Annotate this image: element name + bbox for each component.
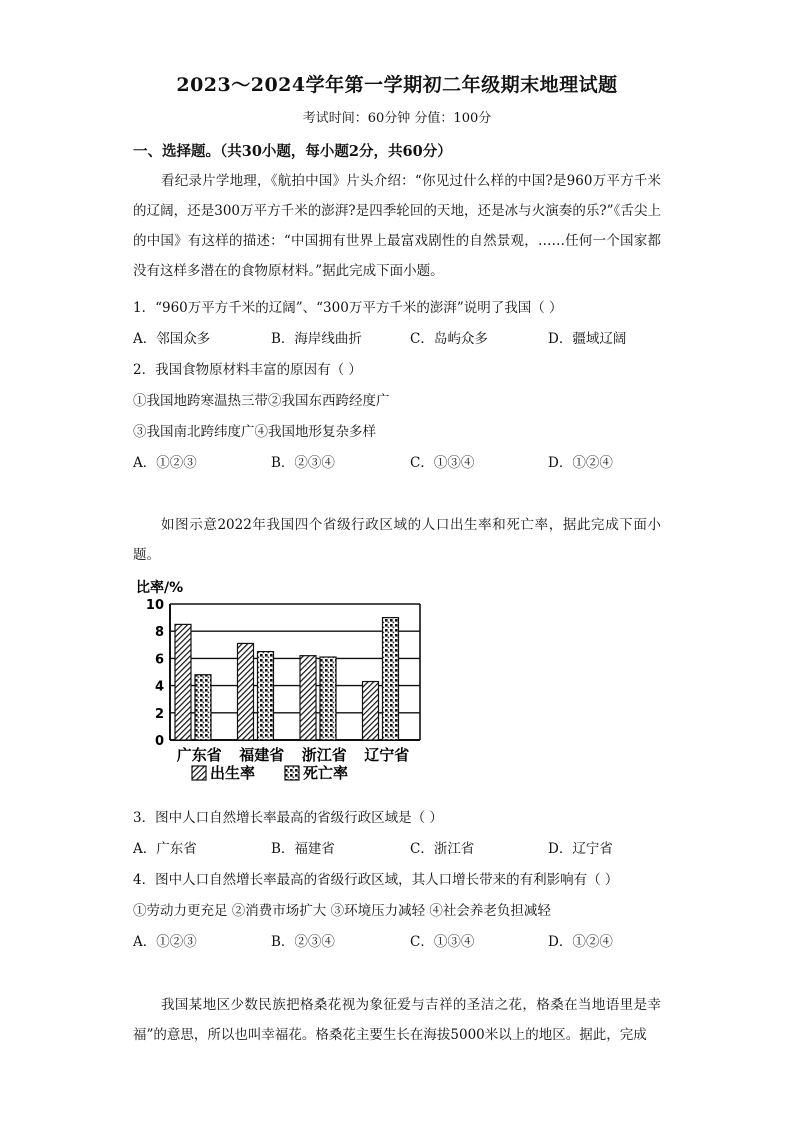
death-rate-bar — [258, 652, 274, 740]
death-rate-bar — [383, 618, 399, 740]
section-heading: 一、选择题。（共30小题，每小题2分，共60分） — [133, 143, 452, 160]
question-2-stem: 2．我国食物原材料丰富的原因有（ ） — [133, 362, 362, 378]
option-d[interactable]: D．辽宁省 — [548, 841, 613, 857]
birth-rate-bar — [300, 656, 316, 740]
option-a[interactable]: A．广东省 — [133, 841, 197, 857]
option-c[interactable]: C．浙江省 — [410, 841, 475, 857]
x-category-label: 福建省 — [239, 746, 285, 764]
death-rate-bar — [195, 675, 211, 740]
question-3-stem: 3．图中人口自然增长率最高的省级行政区域是（ ） — [133, 810, 443, 826]
legend-swatch — [285, 766, 299, 780]
birth-death-rate-chart — [130, 574, 430, 794]
y-tick-label: 4 — [154, 679, 164, 695]
birth-rate-bar — [238, 643, 254, 740]
x-category-label: 辽宁省 — [364, 746, 410, 764]
y-tick-label: 8 — [154, 625, 164, 641]
option-b[interactable]: B．海岸线曲折 — [271, 331, 362, 347]
legend-label: 出生率 — [210, 764, 256, 782]
death-rate-bar — [320, 657, 336, 740]
option-c[interactable]: C．岛屿众多 — [410, 331, 488, 347]
option-b[interactable]: B．②③④ — [271, 455, 335, 471]
legend-swatch — [192, 766, 206, 780]
x-category-label: 广东省 — [176, 746, 222, 764]
exam-info: 考试时间：60分钟 分值：100分 — [302, 111, 492, 126]
passage-3: 我国某地区少数民族把格桑花视为象征爱与吉祥的圣洁之花，格桑在当地语里是幸福”的意思，所以也叫幸福花。格桑花主要生长在海拔5000米以上的地区。据此，完成 — [133, 997, 661, 1043]
option-b[interactable]: B．福建省 — [271, 841, 335, 857]
question-1-stem: 1．“960万平方千米的辽阔”、“300万平方千米的澎湃”说明了我国（ ） — [133, 300, 563, 316]
option-a[interactable]: A．①②③ — [133, 455, 197, 471]
question-4-items: ①劳动力更充足 ②消费市场扩大 ③环境压力减轻 ④社会养老负担减轻 — [133, 903, 551, 919]
option-c[interactable]: C．①③④ — [410, 934, 475, 950]
passage-1: 看纪录片学地理，《航拍中国》片头介绍：“你见过什么样的中国?是960万平方千米的辽阔，还是300万平方千米的澎湃?是四季轮回的天地，还是冰与火演奏的乐?”《舌尖上的中国》有这样的描述：“中国拥有世界上最富戏剧性的自然景观，……任何一个国家都没有这样多潜在的食物原材料。”据此完成下面小题。 — [133, 173, 661, 279]
y-tick-label: 6 — [154, 652, 164, 668]
legend-label: 死亡率 — [303, 764, 349, 782]
birth-rate-bar — [175, 624, 191, 740]
x-category-label: 浙江省 — [301, 746, 347, 764]
option-d[interactable]: D．疆域辽阔 — [548, 331, 627, 347]
option-a[interactable]: A．①②③ — [133, 934, 197, 950]
y-tick-label: 0 — [154, 734, 164, 749]
option-d[interactable]: D．①②④ — [548, 934, 613, 950]
y-tick-label: 2 — [154, 706, 164, 722]
passage-2: 如图示意2022年我国四个省级行政区域的人口出生率和死亡率，据此完成下面小题。 — [133, 517, 661, 563]
question-2-items-1: ①我国地跨寒温热三带②我国东西跨经度广 — [133, 393, 390, 409]
exam-title: 2023～2024学年第一学期初二年级期末地理试题 — [176, 74, 618, 96]
option-a[interactable]: A．邻国众多 — [133, 331, 211, 347]
option-d[interactable]: D．①②④ — [548, 455, 613, 471]
birth-rate-bar — [363, 682, 379, 740]
question-2-items-2: ③我国南北跨纬度广④我国地形复杂多样 — [133, 424, 376, 440]
y-tick-label: 10 — [145, 598, 164, 613]
y-axis-label: 比率/% — [136, 580, 184, 596]
option-c[interactable]: C．①③④ — [410, 455, 475, 471]
question-4-stem: 4．图中人口自然增长率最高的省级行政区域，其人口增长带来的有利影响有（ ） — [133, 872, 619, 888]
option-b[interactable]: B．②③④ — [271, 934, 335, 950]
